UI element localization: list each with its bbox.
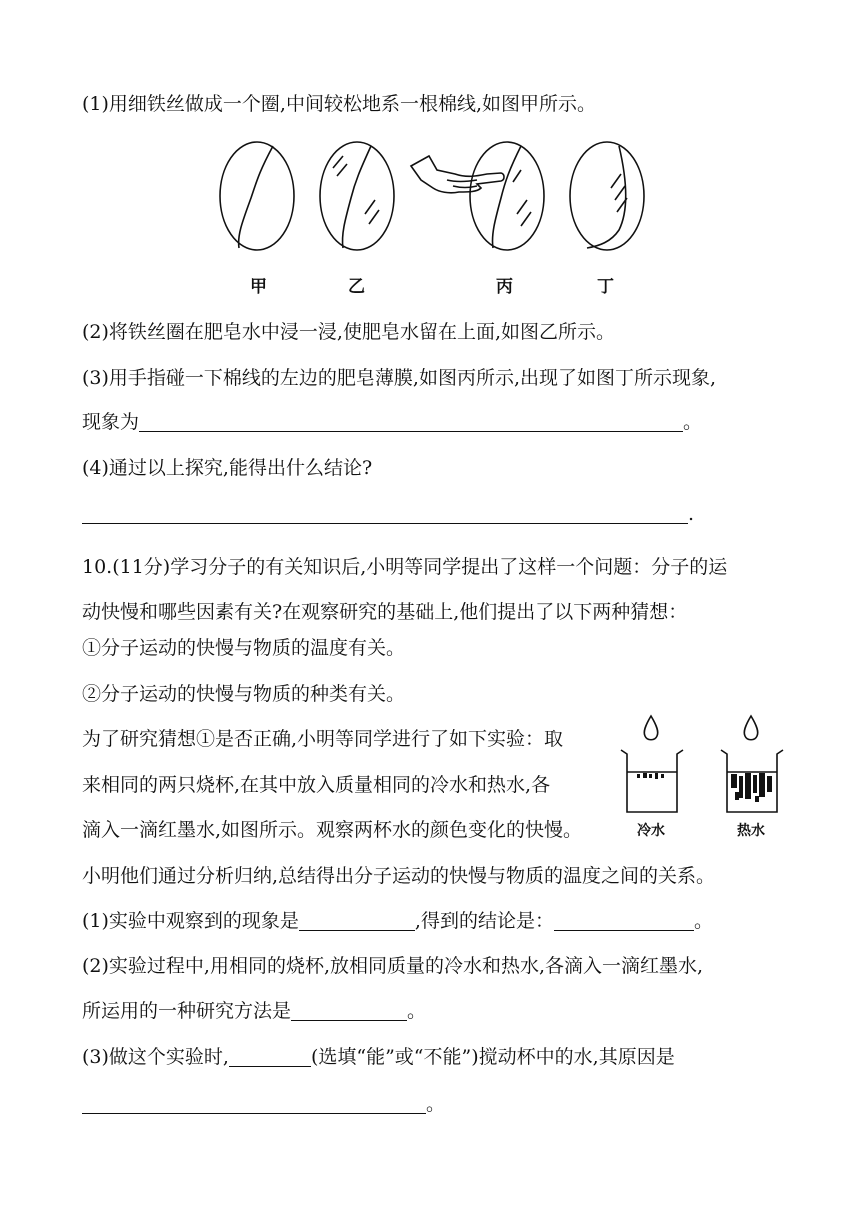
- fig-label-bing: 丙: [496, 277, 513, 297]
- fig-label-yi: 乙: [348, 277, 365, 297]
- ink-drop-icon-2: [744, 716, 758, 740]
- cold-water-beaker: [621, 750, 683, 812]
- beaker-label-hot: 热水: [737, 823, 765, 839]
- q9-step3-line1: (3)用手指碰一下棉线的左边的肥皂薄膜,如图丙所示,出现了如图丁所示现象,: [82, 367, 717, 389]
- q10-subq2-method-blank[interactable]: [291, 1000, 407, 1021]
- q9-step4-answer-blank[interactable]: [82, 503, 688, 524]
- beaker-label-cold: 冷水: [637, 823, 665, 839]
- ink-drop-icon: [644, 716, 658, 740]
- q10-subq1: (1)实验中观察到的现象是 ,得到的结论是： 。: [82, 910, 713, 932]
- q10-subq3-choice-blank[interactable]: [229, 1046, 311, 1067]
- fig-label-jia: 甲: [250, 277, 267, 297]
- q10-subq3-line2: 。: [82, 1090, 445, 1118]
- q10-subq1-conclusion-blank[interactable]: [554, 910, 694, 931]
- q10-experiment-line3: 滴入一滴红墨水,如图所示。观察两杯水的颜色变化的快慢。: [82, 819, 583, 841]
- q10-subq1-phenomenon-blank[interactable]: [299, 910, 415, 931]
- q9-step4: (4)通过以上探究,能得出什么结论?: [82, 457, 373, 479]
- q10-subq2-line2: 所运用的一种研究方法是 。: [82, 1000, 427, 1022]
- q9-step3-prefix: 现象为: [82, 411, 140, 433]
- q10-experiment-line4: 小明他们通过分析归纳,总结得出分子运动的快慢与物质的温度之间的关系。: [82, 865, 716, 887]
- beaker-figure: [615, 712, 790, 822]
- q9-step3-answer-blank[interactable]: [139, 411, 683, 432]
- hot-water-beaker: [721, 750, 783, 812]
- q10-hypothesis-1: ①分子运动的快慢与物质的温度有关。: [82, 637, 406, 659]
- q9-step4-answer-line: .: [82, 500, 694, 528]
- q10-experiment-line1: 为了研究猜想①是否正确,小明等同学进行了如下实验：取: [82, 728, 564, 750]
- q10-subq3-line1: (3)做这个实验时, (选填“能”或“不能”)搅动杯中的水,其原因是: [82, 1046, 675, 1068]
- fig-label-ding: 丁: [597, 277, 614, 297]
- q9-step2: (2)将铁丝圈在肥皂水中浸一浸,使肥皂水留在上面,如图乙所示。: [82, 321, 615, 343]
- q10-experiment-line2: 来相同的两只烧杯,在其中放入质量相同的冷水和热水,各: [82, 774, 551, 796]
- wire-ring-figure: [215, 140, 635, 255]
- q10-hypothesis-2: ②分子运动的快慢与物质的种类有关。: [82, 683, 406, 705]
- q9-step3-line2: 现象为 。: [82, 411, 703, 433]
- q10-subq2-line1: (2)实验过程中,用相同的烧杯,放相同质量的冷水和热水,各滴入一滴红墨水,: [82, 955, 704, 977]
- ring-jia: [220, 142, 294, 250]
- ring-ding: [570, 142, 644, 250]
- q9-step1: (1)用细铁丝做成一个圈,中间较松地系一根棉线,如图甲所示。: [82, 93, 596, 115]
- q10-subq3-reason-blank[interactable]: [82, 1093, 426, 1114]
- ring-yi: [320, 142, 394, 250]
- q10-stem-line1: 10.(11分)学习分子的有关知识后,小明等同学提出了这样一个问题：分子的运: [82, 556, 728, 578]
- q10-stem-line2: 动快慢和哪些因素有关?在观察研究的基础上,他们提出了以下两种猜想：: [82, 601, 688, 623]
- ring-bing: [470, 142, 544, 250]
